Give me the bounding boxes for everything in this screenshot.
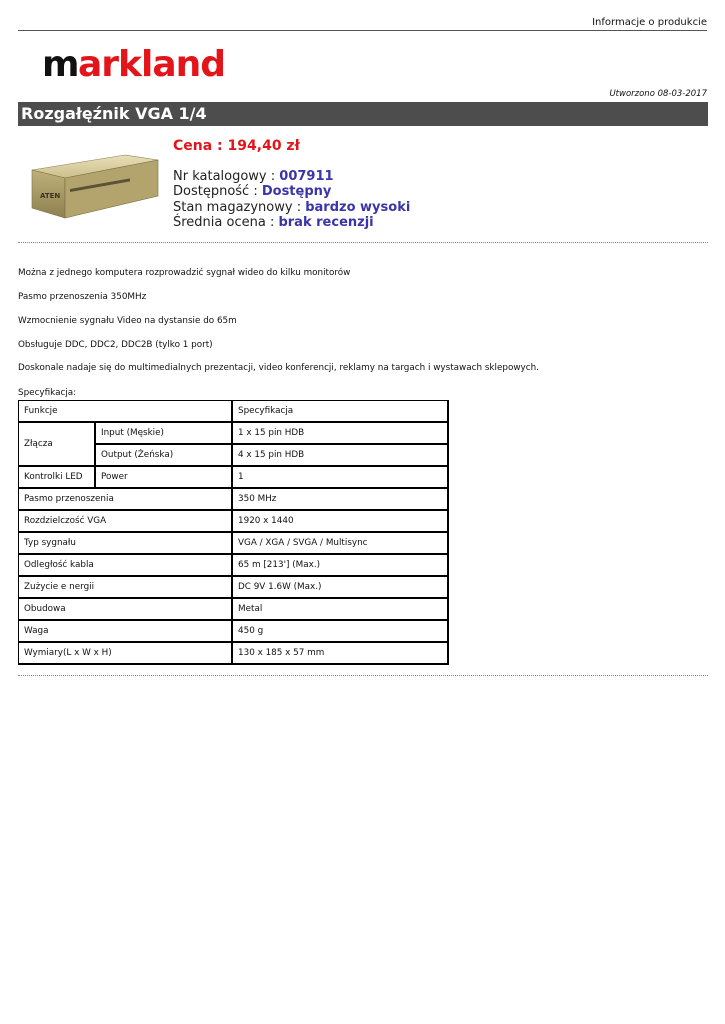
description-line: Można z jednego komputera rozprowadzić sygnał wideo do kilku monitorów bbox=[18, 268, 351, 278]
table-header: Specyfikacja bbox=[232, 401, 448, 423]
table-row bbox=[19, 598, 449, 620]
table-cell: Waga bbox=[19, 620, 233, 642]
divider bbox=[18, 242, 708, 243]
table-row bbox=[19, 488, 449, 510]
title-bar bbox=[18, 102, 708, 126]
spec-heading: Specyfikacja: bbox=[18, 388, 77, 398]
spec-table bbox=[18, 400, 449, 665]
header-label: Informacje o produkcie bbox=[592, 17, 707, 28]
table-cell: Input (Męskie) bbox=[95, 422, 232, 444]
average-rating: Średnia ocena : brak recenzji bbox=[173, 215, 374, 230]
table-cell: Typ sygnału bbox=[19, 532, 233, 554]
svg-text:arkland: arkland bbox=[78, 44, 226, 85]
table-cell: VGA / XGA / SVGA / Multisync bbox=[232, 532, 448, 554]
description-line: Obsługuje DDC, DDC2, DDC2B (tylko 1 port) bbox=[18, 340, 213, 350]
table-header: Funkcje bbox=[19, 401, 233, 423]
availability: Dostępność : Dostępny bbox=[173, 184, 332, 199]
header-divider bbox=[18, 30, 707, 31]
product-image-brand: ATEN bbox=[40, 192, 61, 200]
table-row bbox=[19, 401, 449, 423]
table-row bbox=[19, 554, 449, 576]
product-title: Rozgałęźnik VGA 1/4 bbox=[21, 104, 207, 123]
table-cell: 1920 x 1440 bbox=[232, 510, 448, 532]
catalog-number: Nr katalogowy : 007911 bbox=[173, 169, 334, 184]
table-row bbox=[19, 422, 449, 444]
divider bbox=[18, 675, 708, 676]
table-cell: 350 MHz bbox=[232, 488, 448, 510]
description-line: Pasmo przenoszenia 350MHz bbox=[18, 292, 147, 302]
table-cell: 1 x 15 pin HDB bbox=[232, 422, 448, 444]
table-cell: 4 x 15 pin HDB bbox=[232, 444, 448, 466]
price: Cena : 194,40 zł bbox=[173, 138, 300, 154]
product-image bbox=[30, 150, 160, 222]
table-cell: Złącza bbox=[19, 422, 96, 466]
table-cell: Rozdzielczość VGA bbox=[19, 510, 233, 532]
table-cell: Wymiary(L x W x H) bbox=[19, 642, 233, 664]
table-cell: 130 x 185 x 57 mm bbox=[232, 642, 448, 664]
table-row bbox=[19, 576, 449, 598]
table-cell: Pasmo przenoszenia bbox=[19, 488, 233, 510]
table-row bbox=[19, 620, 449, 642]
table-cell: Zużycie e nergii bbox=[19, 576, 233, 598]
table-cell: Output (Żeńska) bbox=[95, 444, 232, 466]
table-row bbox=[19, 510, 449, 532]
svg-text:m: m bbox=[42, 44, 79, 85]
table-row bbox=[19, 532, 449, 554]
description-line: Wzmocnienie sygnału Video na dystansie do 65m bbox=[18, 316, 237, 326]
description-line: Doskonale nadaje się do multimedialnych prezentacji, video konferencji, reklamy na targach i wystawach sklepowych. bbox=[18, 363, 539, 373]
table-row bbox=[19, 642, 449, 664]
markland-logo bbox=[42, 40, 242, 86]
table-cell: Kontrolki LED bbox=[19, 466, 96, 488]
table-cell: Metal bbox=[232, 598, 448, 620]
table-cell: 65 m [213'] (Max.) bbox=[232, 554, 448, 576]
table-cell: Power bbox=[95, 466, 232, 488]
created-date: Utworzono 08-03-2017 bbox=[609, 89, 707, 99]
table-cell: Odległość kabla bbox=[19, 554, 233, 576]
table-row bbox=[19, 466, 449, 488]
table-cell: DC 9V 1.6W (Max.) bbox=[232, 576, 448, 598]
table-cell: Obudowa bbox=[19, 598, 233, 620]
table-cell: 450 g bbox=[232, 620, 448, 642]
table-cell: 1 bbox=[232, 466, 448, 488]
stock-level: Stan magazynowy : bardzo wysoki bbox=[173, 200, 411, 215]
